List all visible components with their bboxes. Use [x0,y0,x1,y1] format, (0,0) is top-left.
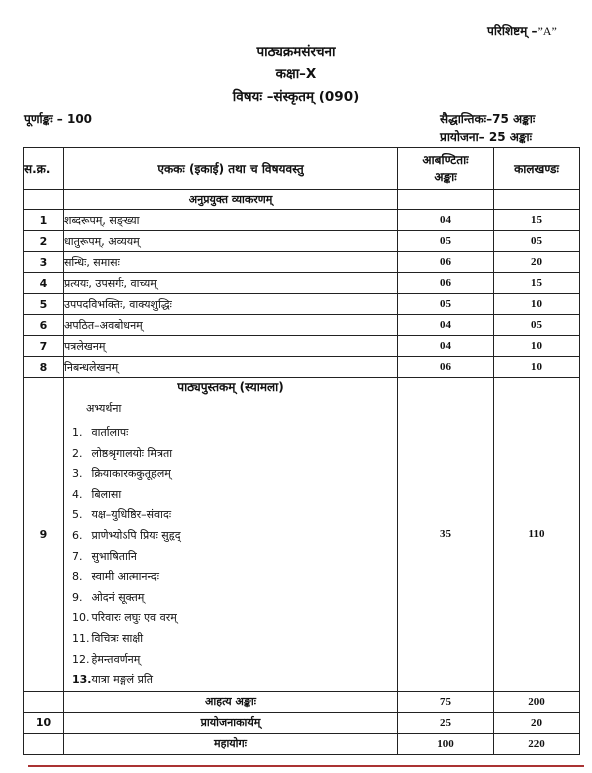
row-topic: सन्धिः, समासः [64,252,398,273]
table-row [24,336,580,357]
lesson-item [64,567,397,588]
subtotal-periods: 200 [494,691,580,712]
lesson-item [64,485,397,506]
row-topic: प्रत्ययः, उपसर्गः, वाच्यम् [64,273,398,294]
row-topic: अपठित–अवबोधनम् [64,315,398,336]
lesson-number: 8. [72,570,83,584]
lesson-number: 9. [72,590,83,604]
lesson-item [64,629,397,650]
row-sn: 4 [24,273,64,294]
lesson-number: 7. [72,549,83,563]
header-allocated-line1: आबण्टिताः [422,152,469,167]
lesson-title: परिवारः लघुः एव वरम् [91,611,177,625]
project-row [24,712,580,733]
header-sn: स.क्र. [24,148,64,190]
lesson-number: 10. [72,611,90,625]
lesson-title: क्रियाकारककुतूहलम् [91,467,171,481]
row-topic: पत्रलेखनम् [64,336,398,357]
lesson-item [64,464,397,485]
lesson-item [64,505,397,526]
lesson-title: प्राणेभ्योऽपि प्रियः सुहृद् [91,528,181,542]
header-allocated-line2: अङ्काः [434,169,457,184]
lesson-item [64,423,397,444]
lesson-number: 4. [72,487,83,501]
row-topic: उपपदविभक्तिः, वाक्यशुद्धिः [64,294,398,315]
table-row [24,273,580,294]
lesson-item [64,444,397,465]
textbook-cell [64,378,398,692]
lesson-number: 2. [72,446,83,460]
lesson-number: 11. [72,631,90,645]
row-marks: 06 [398,357,494,378]
subtotal-sn-cell [24,691,64,712]
lesson-title: विचित्रः साक्षी [91,631,144,645]
prayer-item: अभ्यर्थना [86,402,122,415]
row-marks: 04 [398,210,494,231]
row-sn: 2 [24,231,64,252]
full-marks: पूर्णाङ्कः – 100 [24,112,93,126]
lesson-title: लोष्ठश्रृगालयोः मित्रता [91,446,173,460]
subtotal-marks: 75 [398,691,494,712]
textbook-periods: 110 [494,378,580,692]
row-marks: 06 [398,252,494,273]
project-label: प्रायोजनाकार्यम् [64,712,398,733]
header-topic: एककः (इकाई) तथा च विषयवस्तु [64,148,398,190]
subtotal-row [24,691,580,712]
table-row [24,210,580,231]
textbook-marks: 35 [398,378,494,692]
lesson-number: 5. [72,508,83,522]
table-row [24,315,580,336]
project-periods: 20 [494,712,580,733]
page-title: पाठ्यक्रमसंरचना [256,44,336,60]
row-marks: 04 [398,315,494,336]
row-sn: 7 [24,336,64,357]
grammar-section-title: अनुप्रयुक्त व्याकरणम् [64,190,398,210]
row-periods: 10 [494,336,580,357]
table-row [24,357,580,378]
project-marks: प्रायोजना– 25 अङ्काः [440,130,533,144]
row-topic: निबन्धलेखनम् [64,357,398,378]
row-topic: शब्दरूपम्, सङ्ख्या [64,210,398,231]
row-periods: 05 [494,231,580,252]
row-sn: 1 [24,210,64,231]
grand-total-marks: 100 [398,733,494,754]
row-periods: 20 [494,252,580,273]
table-header-row [24,148,580,190]
lesson-title: बिलासा [91,487,122,501]
theory-marks: सैद्धान्तिकः–75 अङ्काः [440,112,536,126]
lesson-number: 3. [72,467,83,481]
lesson-item [64,526,397,547]
bottom-divider [28,765,584,767]
row-marks: 04 [398,336,494,357]
row-sn: 5 [24,294,64,315]
lesson-title: हेमन्तवर्णनम् [91,652,141,666]
lesson-number: 13. [72,673,92,687]
lesson-number: 6. [72,528,83,542]
row-marks: 05 [398,294,494,315]
grand-total-label: महायोगः [64,733,398,754]
lesson-number: 12. [72,652,90,666]
lesson-item [64,608,397,629]
lesson-item [64,547,397,568]
annex-label [487,22,557,39]
lesson-item [64,670,397,691]
row-sn: 6 [24,315,64,336]
table-row [24,231,580,252]
project-marks: 25 [398,712,494,733]
row-sn: 3 [24,252,64,273]
row-marks: 05 [398,231,494,252]
lesson-item [64,650,397,671]
grammar-section-row [24,190,580,210]
lesson-title: यक्ष–युधिष्ठिर–संवादः [91,508,172,522]
row-periods: 15 [494,210,580,231]
row-topic: धातुरूपम्, अव्ययम् [64,231,398,252]
row-marks: 06 [398,273,494,294]
textbook-title: पाठ्यपुस्तकम् (स्यामला) [177,380,284,394]
project-sn: 10 [24,712,64,733]
header-periods: कालखण्डः [494,148,580,190]
subtotal-label: आहत्य अङ्काः [64,691,398,712]
row-periods: 15 [494,273,580,294]
row-periods: 10 [494,294,580,315]
grand-total-row [24,733,580,754]
grammar-periods-cell [494,190,580,210]
lesson-title: वार्तालापः [91,426,129,439]
grand-total-sn-cell [24,733,64,754]
grammar-marks-cell [398,190,494,210]
annex-label-text: परिशिष्टम् – [487,24,538,38]
textbook-sn: 9 [24,378,64,692]
table-row [24,252,580,273]
subject-label: विषयः –संस्कृतम् (090) [232,89,360,105]
lesson-item [64,588,397,609]
class-label: कक्षा–X [275,66,317,82]
lesson-title: सुभाषितानि [91,549,137,563]
header-allocated-marks [398,148,494,190]
syllabus-table [23,147,580,755]
lesson-title: यात्रा मङ्गलं प्रति [91,673,154,687]
row-periods: 05 [494,315,580,336]
row-sn: 8 [24,357,64,378]
grammar-sn-cell [24,190,64,210]
row-periods: 10 [494,357,580,378]
annex-letter: ”A” [537,24,557,38]
textbook-row [24,378,580,692]
table-row [24,294,580,315]
grand-total-periods: 220 [494,733,580,754]
lesson-number: 1. [72,426,83,439]
lesson-title: स्वामी आत्मानन्दः [91,570,159,584]
lesson-title: ओदनं सूक्तम् [91,590,145,604]
